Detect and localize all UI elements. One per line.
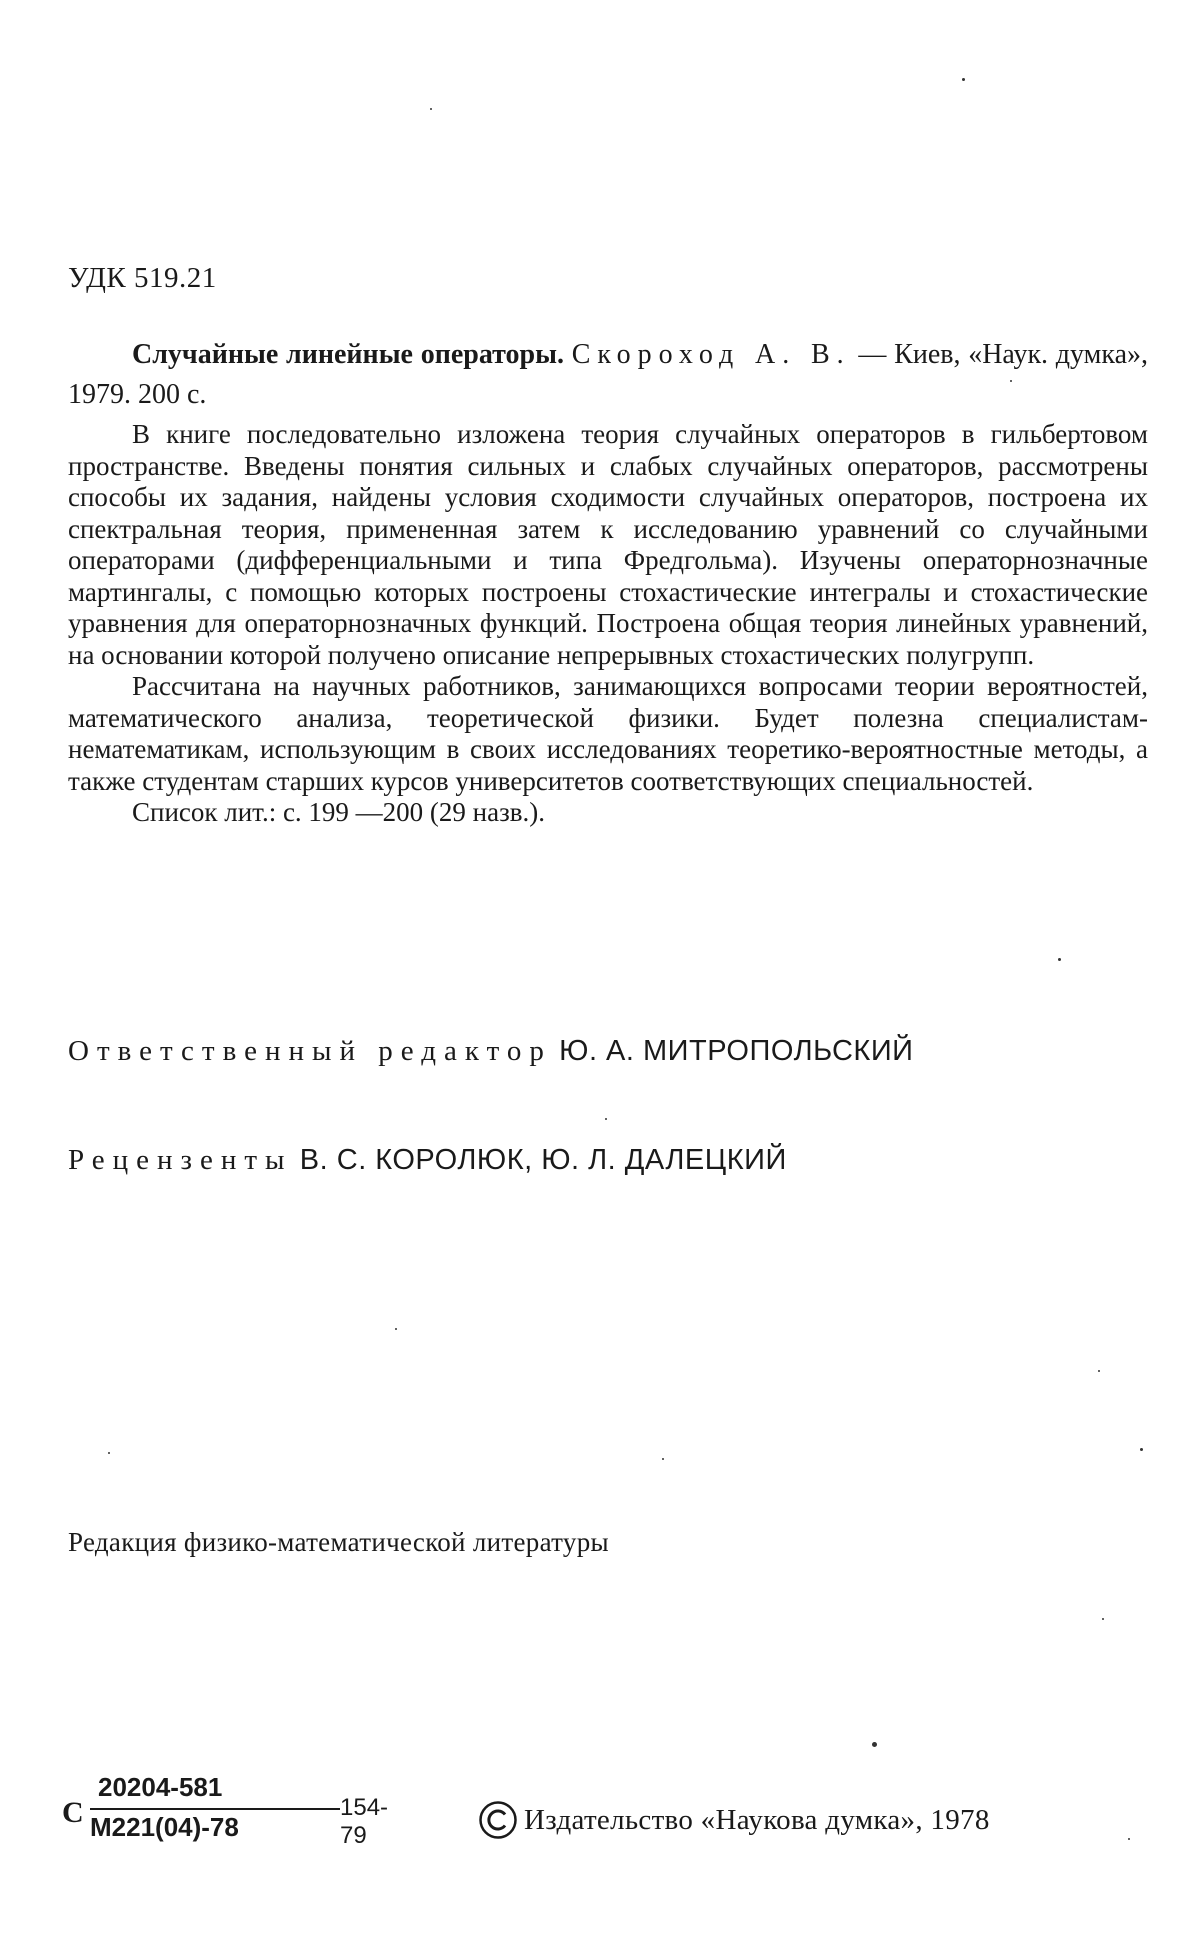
scan-speck [1140,1448,1143,1451]
publication-code-numerator: 20204-581 [98,1772,223,1802]
publication-code [62,1772,402,1852]
book-title: Случайные линейные операторы. [132,339,564,370]
copyright-notice [478,1800,990,1840]
editorial-office: Редакция физико-математической литературы [68,1527,609,1557]
scan-speck [605,1118,607,1120]
publication-code-denominator: М221(04)-78 [90,1812,239,1842]
reviewers-names: В. С. КОРОЛЮК, Ю. Л. ДАЛЕЦКИЙ [299,1144,787,1176]
scan-speck [962,78,965,81]
abstract [68,419,1148,829]
responsible-editor-label: Ответственный редактор [68,1035,552,1067]
bibliography-note: Список лит.: с. 199 —200 (29 назв.). [132,797,546,827]
publication-code-prefix: С [62,1796,84,1829]
scan-speck [1128,1838,1130,1840]
scan-speck [395,1328,397,1330]
scan-speck [108,1452,110,1454]
publication-details: — Киев, «Наук. думка», 1979. 200 с. [68,339,1148,410]
reviewers [68,1144,787,1177]
audience-paragraph: Рассчитана на научных работников, занимающихся вопросами теории вероятностей, математического анализа, теоретической физики. Будет полезна специалистам-нематематикам, использующим в своих исследованиях теоретико-вероятностные методы, а также студентам старших курсов университетов соответствующих специальностей. [68,671,1148,796]
udk-code: УДК 519.21 [68,262,217,294]
scan-speck [872,1742,877,1747]
scan-speck [1098,1370,1100,1372]
book-author: Скороход А. В. [571,339,851,370]
bibliographic-citation [68,335,1148,415]
publication-code-suffix: 154-79 [340,1794,389,1849]
copyright-icon [478,1800,518,1840]
reviewers-label: Рецензенты [68,1144,293,1176]
abstract-paragraph: В книге последовательно изложена теория случайных операторов в гильбертовом пространстве. Введены понятия сильных и слабых случайных операторов, рассмотрены способы их задания, найдены условия сходимости случайных операторов, построена их спектральная теория, примененная затем к исследованию уравнений со случайными операторами (дифференциальными и типа Фредгольма). Изучены операторнозначные мартингалы, с помощью которых построены стохастические интегралы и стохастические уравнения для операторнозначных функций. Построена общая теория линейных уравнений, на основании которой получено описание непрерывных стохастических полугрупп. [68,419,1148,670]
copyright-text: Издательство «Наукова думка», 1978 [524,1803,990,1836]
scan-speck [1102,1618,1104,1620]
scan-speck [1058,958,1061,961]
scan-speck [662,1458,664,1460]
fraction-line [90,1808,340,1810]
responsible-editor-name: Ю. А. МИТРОПОЛЬСКИЙ [559,1035,914,1067]
responsible-editor [68,1035,914,1068]
scan-speck [430,108,432,110]
